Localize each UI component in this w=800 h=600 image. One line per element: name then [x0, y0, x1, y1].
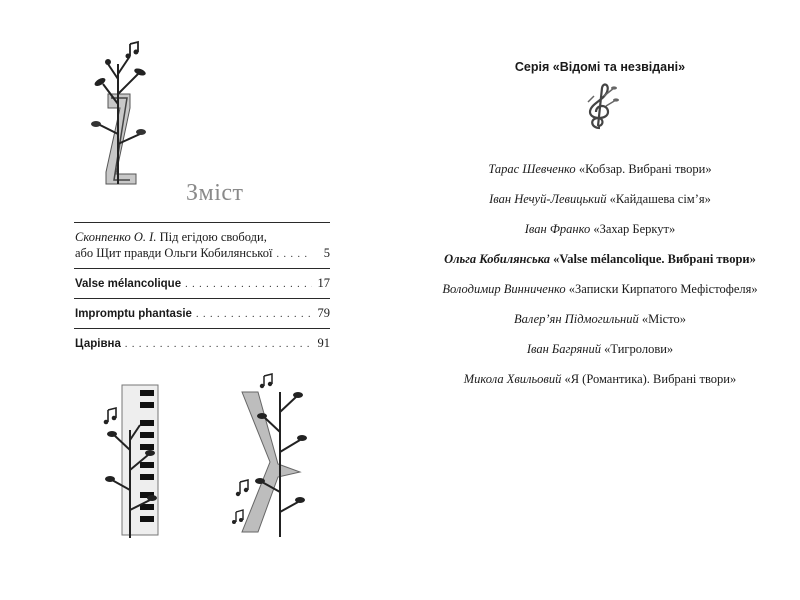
toc-entry[interactable] — [75, 335, 330, 353]
book-author: Тарас Шевченко — [488, 162, 576, 176]
ornament-letter-z-icon — [78, 34, 158, 194]
toc-divider — [74, 222, 330, 223]
toc-leader-dots — [185, 277, 312, 293]
series-book-item — [420, 282, 780, 297]
toc-entry[interactable] — [75, 229, 330, 263]
book-author: Валер’ян Підмогильний — [513, 312, 639, 326]
book-title: «Кобзар. Вибрані твори» — [578, 162, 712, 176]
book-author: Ольга Кобилянська — [444, 252, 551, 266]
toc-entry-page: 79 — [317, 306, 330, 320]
toc-divider — [74, 328, 330, 329]
toc-entry-title: Під егідою свободи, — [159, 230, 267, 244]
toc-divider — [74, 298, 330, 299]
treble-clef-ornament-icon — [580, 82, 620, 132]
series-book-item — [420, 312, 780, 327]
book-title: «Записки Кирпатого Мефістофеля» — [568, 282, 758, 296]
toc-entry-page: 5 — [323, 246, 330, 260]
book-author: Іван Багряний — [526, 342, 601, 356]
toc-entry-title: Valse mélancolique — [75, 278, 182, 290]
book-author: Володимир Винниченко — [442, 282, 566, 296]
book-author: Іван Франко — [524, 222, 591, 236]
book-title: «Тигролови» — [604, 342, 674, 356]
series-book-item — [420, 342, 780, 357]
series-book-item — [420, 372, 780, 387]
toc-divider — [74, 268, 330, 269]
book-author: Микола Хвильовий — [463, 372, 562, 386]
series-book-item — [420, 162, 780, 177]
right-page — [400, 0, 800, 600]
toc-entry-author: Сконпенко О. І. — [75, 230, 157, 244]
toc-entry[interactable] — [75, 305, 330, 323]
toc-entry-title: Impromptu phantasie — [75, 308, 192, 320]
book-title: «Кайдашева сім’я» — [609, 192, 711, 206]
toc-entry-page: 17 — [317, 276, 330, 290]
series-book-item-current — [420, 252, 780, 267]
ornament-piano-letter-icon — [100, 380, 170, 540]
toc-heading: Зміст — [186, 180, 244, 206]
toc-entry-title-cont: або Щит правди Ольги Кобилянської — [75, 246, 273, 260]
book-title: «Я (Романтика). Вибрані твори» — [564, 372, 737, 386]
series-book-item — [420, 222, 780, 237]
toc-leader-dots — [196, 307, 312, 323]
toc-entry-title: Царівна — [75, 338, 121, 350]
series-book-item — [420, 192, 780, 207]
book-title: «Valse mélancolique. Вибрані твори» — [553, 252, 756, 266]
book-title: «Місто» — [641, 312, 687, 326]
book-title: «Захар Беркут» — [593, 222, 676, 236]
toc-entry[interactable] — [75, 275, 330, 293]
toc-entry-page: 91 — [317, 336, 330, 350]
toc-leader-dots — [276, 247, 312, 263]
series-title: Серія «Відомі та незвідані» — [514, 60, 686, 74]
book-author: Іван Нечуй-Левицький — [489, 192, 607, 206]
ornament-bird-letter-icon — [230, 372, 310, 542]
toc-leader-dots — [125, 337, 312, 353]
